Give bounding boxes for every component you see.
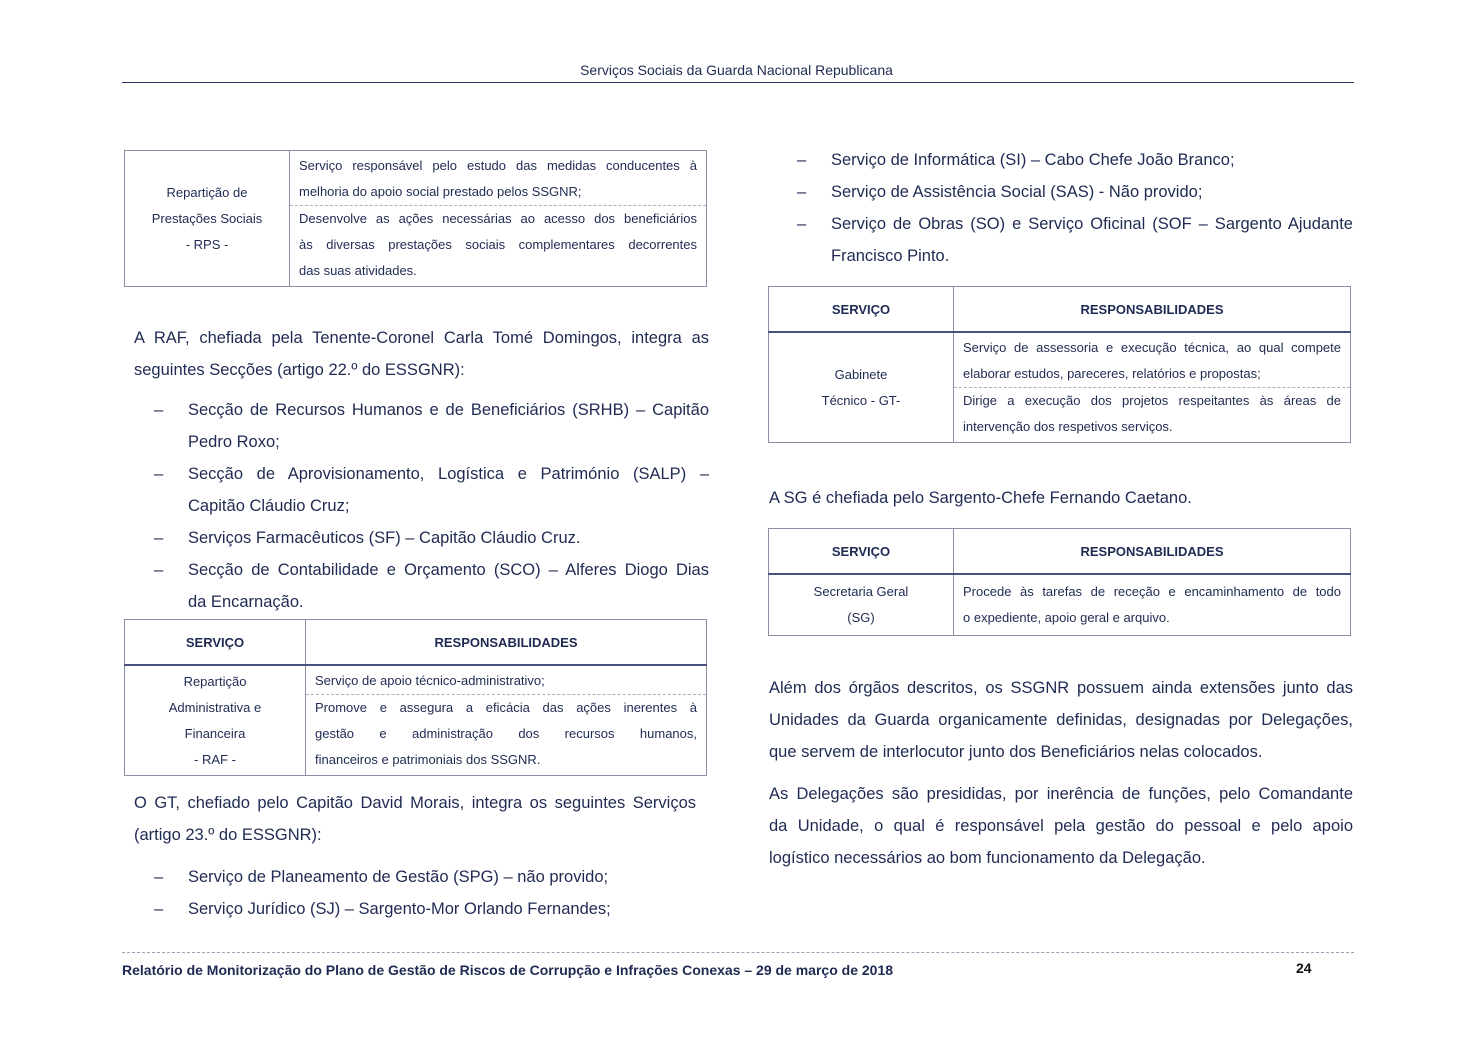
list-item-line: Secção de Recursos Humanos e de Beneficiários (SRHB) – Capitão	[188, 401, 709, 419]
dash-bullet: –	[154, 561, 164, 579]
paragraph-line: logístico necessários ao bom funcionamento da Delegação.	[769, 849, 1206, 867]
gt-service-cell	[769, 332, 954, 443]
footer-divider	[122, 952, 1354, 953]
raf-service-line: Financeira	[184, 725, 246, 741]
list-item	[134, 554, 709, 618]
gt-services-list-left	[134, 861, 709, 925]
table-header-service: SERVIÇO	[125, 620, 306, 666]
list-item	[777, 144, 1353, 176]
dash-bullet: –	[154, 868, 164, 886]
gt-paragraph	[134, 787, 696, 851]
paragraph-line: As Delegações são presididas, por inerência de funções, pelo Comandante	[769, 785, 1353, 803]
paragraph-line: seguintes Secções (artigo 22.º do ESSGNR):	[134, 361, 465, 379]
dash-bullet: –	[154, 529, 164, 547]
dash-bullet: –	[797, 215, 807, 233]
paragraph-line: (artigo 23.º do ESSGNR):	[134, 826, 322, 844]
list-item	[134, 394, 709, 458]
dash-bullet: –	[797, 183, 807, 201]
extensions-paragraph	[769, 672, 1353, 768]
table-header-responsibilities: RESPONSABILIDADES	[954, 529, 1351, 575]
list-item	[777, 176, 1353, 208]
raf-service-cell	[125, 665, 306, 776]
table-header-responsibilities: RESPONSABILIDADES	[306, 620, 707, 666]
list-item-line: Pedro Roxo;	[188, 433, 280, 451]
list-item-line: Capitão Cláudio Cruz;	[188, 497, 350, 515]
gt-resp-line: intervenção dos respetivos serviços.	[963, 419, 1173, 434]
raf-service-line: - RAF -	[194, 751, 236, 767]
list-item	[134, 893, 709, 925]
rps-resp-line: das suas atividades.	[299, 263, 417, 278]
sg-service-cell	[769, 574, 954, 636]
raf-table	[124, 619, 707, 776]
list-item-line: Serviços Farmacêuticos (SF) – Capitão Cláudio Cruz.	[188, 529, 581, 547]
rps-resp-line: Desenvolve as ações necessárias ao acesso dos beneficiários	[299, 211, 697, 226]
raf-resp-line: Serviço de apoio técnico-administrativo;	[315, 673, 545, 688]
sg-responsibilities-cell	[954, 574, 1351, 636]
raf-paragraph	[134, 322, 709, 386]
rps-table	[124, 150, 707, 287]
list-item	[134, 522, 709, 554]
page-number: 24	[1296, 960, 1312, 976]
paragraph-line: Unidades da Guarda organicamente definidas, designadas por Delegações,	[769, 711, 1353, 729]
list-item-line: da Encarnação.	[188, 593, 304, 611]
list-item-line: Secção de Aprovisionamento, Logística e Património (SALP) –	[188, 465, 709, 483]
raf-resp-line: gestão e administração dos recursos humanos,	[315, 726, 697, 741]
paragraph-line: da Unidade, o qual é responsável pela gestão do pessoal e pelo apoio	[769, 817, 1353, 835]
dash-bullet: –	[154, 900, 164, 918]
gt-resp-line: elaborar estudos, pareceres, relatórios e propostas;	[963, 366, 1261, 381]
gt-resp-line: Serviço de assessoria e execução técnica, ao qual compete	[963, 340, 1341, 355]
paragraph-line: Além dos órgãos descritos, os SSGNR possuem ainda extensões junto das	[769, 679, 1353, 697]
paragraph-line: que servem de interlocutor junto dos Beneficiários nelas colocados.	[769, 743, 1263, 761]
dash-bullet: –	[154, 465, 164, 483]
footer-report-title: Relatório de Monitorização do Plano de Gestão de Riscos de Corrupção e Infrações Conexas – 29 de março de 2018	[122, 962, 894, 978]
raf-resp-line: financeiros e patrimoniais dos SSGNR.	[315, 752, 541, 767]
page-header-title: Serviços Sociais da Guarda Nacional Republicana	[580, 62, 893, 78]
rps-resp-line: melhoria do apoio social prestado pelos SSGNR;	[299, 184, 582, 199]
paragraph-line: A SG é chefiada pelo Sargento-Chefe Fernando Caetano.	[769, 489, 1192, 507]
raf-resp-line: Promove e assegura a eficácia das ações inerentes à	[315, 700, 697, 715]
header-divider	[122, 82, 1354, 83]
list-item-line: Secção de Contabilidade e Orçamento (SCO) – Alferes Diogo Dias	[188, 561, 709, 579]
raf-sections-list	[134, 394, 709, 618]
list-item	[777, 208, 1353, 272]
list-item-line: Serviço de Obras (SO) e Serviço Oficinal (SOF – Sargento Ajudante	[831, 215, 1353, 233]
rps-service-cell	[125, 151, 290, 287]
paragraph-line: O GT, chefiado pelo Capitão David Morais, integra os seguintes Serviços	[134, 794, 696, 812]
gt-responsibilities-cell	[954, 332, 1351, 443]
rps-resp-line: às diversas prestações sociais complementares decorrentes	[299, 237, 697, 252]
delegations-paragraph	[769, 778, 1353, 874]
list-item-line: Serviço de Assistência Social (SAS) - Não provido;	[831, 183, 1203, 201]
gt-service-line: Gabinete	[834, 366, 888, 382]
rps-responsibilities-cell	[290, 151, 707, 287]
list-item	[134, 861, 709, 893]
raf-service-line: Repartição	[183, 673, 247, 689]
rps-service-line: Prestações Sociais	[151, 210, 263, 226]
list-item-line: Serviço de Informática (SI) – Cabo Chefe João Branco;	[831, 151, 1235, 169]
table-header-service: SERVIÇO	[769, 287, 954, 333]
rps-service-line: - RPS -	[185, 236, 229, 252]
list-item-line: Serviço Jurídico (SJ) – Sargento-Mor Orlando Fernandes;	[188, 900, 611, 918]
table-header-responsibilities: RESPONSABILIDADES	[954, 287, 1351, 333]
gt-table	[768, 286, 1351, 443]
sg-service-line: (SG)	[847, 610, 875, 625]
paragraph-line: A RAF, chefiada pela Tenente-Coronel Carla Tomé Domingos, integra as	[134, 329, 709, 347]
list-item	[134, 458, 709, 522]
dash-bullet: –	[154, 401, 164, 419]
gt-services-list-right	[777, 144, 1353, 272]
sg-paragraph	[769, 482, 1353, 514]
sg-resp-line: Procede às tarefas de receção e encaminhamento de todo	[963, 584, 1341, 599]
rps-service-line: Repartição de	[166, 184, 248, 200]
gt-service-line: Técnico - GT-	[821, 392, 901, 408]
sg-resp-line: o expediente, apoio geral e arquivo.	[963, 610, 1170, 625]
sg-table	[768, 528, 1351, 636]
sg-service-line: Secretaria Geral	[813, 584, 909, 599]
raf-service-line: Administrativa e	[168, 699, 262, 715]
rps-resp-line: Serviço responsável pelo estudo das medidas conducentes à	[299, 158, 697, 173]
gt-resp-line: Dirige a execução dos projetos respeitantes às áreas de	[963, 393, 1341, 408]
list-item-line: Serviço de Planeamento de Gestão (SPG) – não provido;	[188, 868, 609, 886]
dash-bullet: –	[797, 151, 807, 169]
list-item-line: Francisco Pinto.	[831, 247, 950, 265]
raf-responsibilities-cell	[306, 665, 707, 776]
table-header-service: SERVIÇO	[769, 529, 954, 575]
